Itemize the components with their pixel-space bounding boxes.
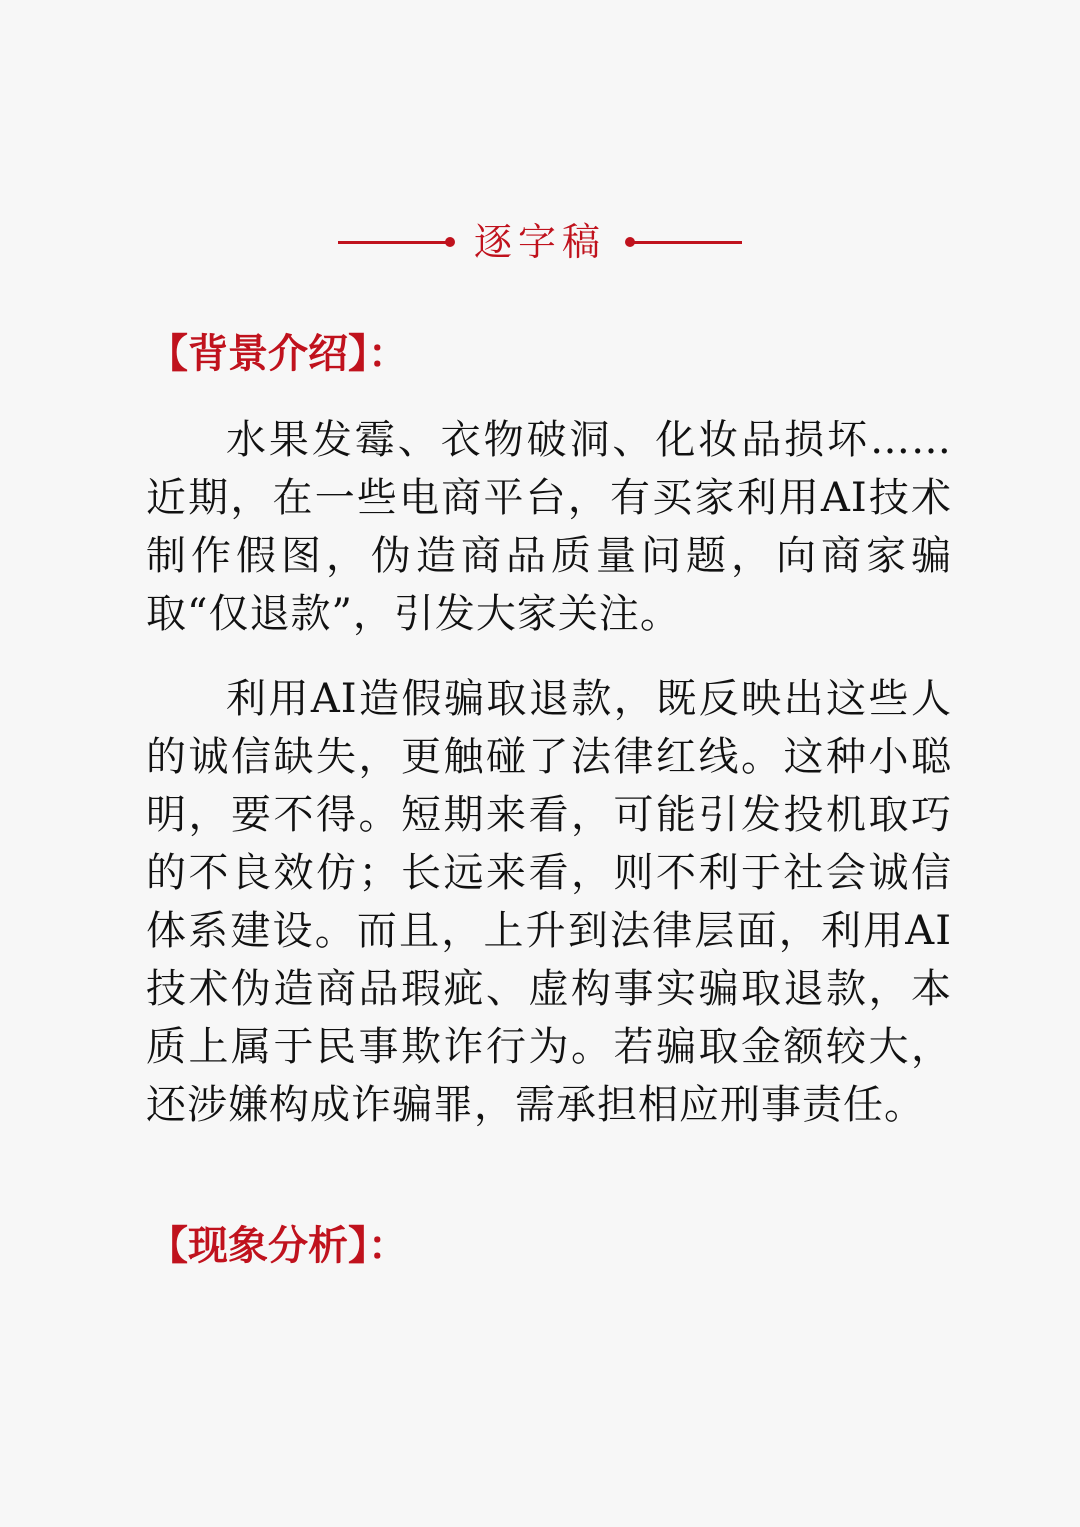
title-divider-right bbox=[630, 241, 742, 244]
title-divider-left bbox=[338, 241, 450, 244]
section-heading-background: 【背景介绍】： bbox=[148, 331, 408, 377]
title-bar bbox=[0, 218, 1080, 266]
page-title: 逐字稿 bbox=[473, 220, 606, 264]
paragraph: 水果发霉、衣物破洞、化妆品损坏……近期，在一些电商平台，有买家利用AI技术制作假图，伪造商品质量问题，向商家骗取“仅退款”，引发大家关注。 bbox=[146, 417, 952, 637]
paragraph: 利用AI造假骗取退款，既反映出这些人的诚信缺失，更触碰了法律红线。这种小聪明，要不得。短期来看，可能引发投机取巧的不良效仿；长远来看，则不利于社会诚信体系建设。而且，上升到法律层面，利用AI技术伪造商品瑕疵、虚构事实骗取退款，本质上属于民事欺诈行为。若骗取金额较大，还涉嫌构成诈骗罪，需承担相应刑事责任。 bbox=[146, 676, 952, 1128]
section-heading-analysis: 【现象分析】： bbox=[148, 1223, 408, 1269]
